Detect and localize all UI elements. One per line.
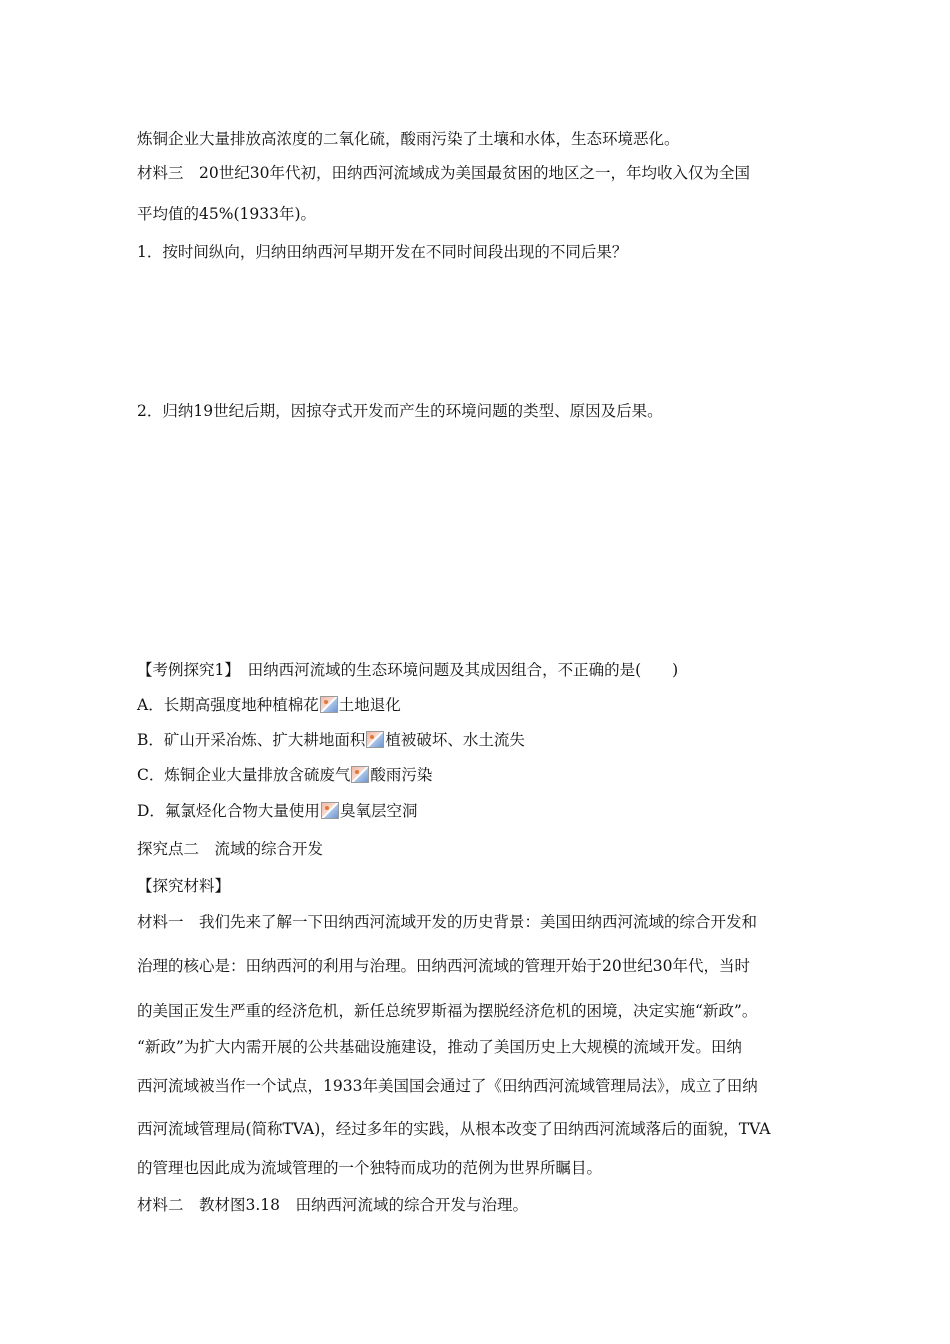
option-a-text: A．长期高强度地种植棉花 bbox=[137, 696, 319, 714]
option-c-text: C．炼铜企业大量排放含硫废气 bbox=[137, 766, 351, 784]
paragraph-line: 西河流域被当作一个试点，1933年美国国会通过了《田纳西河流域管理局法》，成立了田纳 bbox=[137, 1077, 758, 1095]
question-2: 2．归纳19世纪后期，因掠夺式开发而产生的环境问题的类型、原因及后果。 bbox=[137, 402, 663, 420]
option-a-result: 土地退化 bbox=[338, 696, 401, 714]
option-c-result: 酸雨污染 bbox=[370, 766, 433, 784]
option-c bbox=[137, 764, 432, 786]
arrow-image-icon bbox=[320, 696, 338, 713]
option-d-result: 臭氧层空洞 bbox=[339, 802, 418, 820]
paragraph-line: 的管理也因此成为流域管理的一个独特而成功的范例为世界所瞩目。 bbox=[137, 1159, 603, 1177]
option-d bbox=[137, 800, 417, 822]
option-b bbox=[137, 729, 525, 751]
option-a bbox=[137, 694, 401, 716]
paragraph-line: 材料一 我们先来了解一下田纳西河流域开发的历史背景：美国田纳西河流域的综合开发和 bbox=[137, 913, 758, 931]
section-heading: 探究点二 流域的综合开发 bbox=[137, 840, 324, 858]
example-question: 【考例探究1】 田纳西河流域的生态环境问题及其成因组合，不正确的是( ) bbox=[137, 661, 679, 679]
paragraph-line: 材料三 20世纪30年代初，田纳西河流域成为美国最贫困的地区之一，年均收入仅为全国 bbox=[137, 164, 750, 182]
option-b-result: 植被破坏、水土流失 bbox=[385, 731, 525, 749]
paragraph-line: 的美国正发生严重的经济危机，新任总统罗斯福为摆脱经济危机的困境，决定实施“新政”。 bbox=[137, 1002, 758, 1020]
arrow-image-icon bbox=[321, 802, 339, 819]
section-subheading: 【探究材料】 bbox=[137, 877, 231, 895]
paragraph-line: 平均值的45%(1933年)。 bbox=[137, 205, 316, 223]
paragraph-line: 炼铜企业大量排放高浓度的二氧化硫，酸雨污染了土壤和水体，生态环境恶化。 bbox=[137, 130, 680, 148]
question-1: 1．按时间纵向，归纳田纳西河早期开发在不同时间段出现的不同后果？ bbox=[137, 243, 628, 261]
arrow-image-icon bbox=[351, 766, 369, 783]
option-b-text: B．矿山开采冶炼、扩大耕地面积 bbox=[137, 731, 366, 749]
option-d-text: D．氟氯烃化合物大量使用 bbox=[137, 802, 320, 820]
paragraph-line: “新政”为扩大内需开展的公共基础设施建设，推动了美国历史上大规模的流域开发。田纳 bbox=[137, 1038, 742, 1056]
paragraph-line: 西河流域管理局(简称TVA)，经过多年的实践，从根本改变了田纳西河流域落后的面貌，TVA bbox=[137, 1120, 771, 1138]
paragraph-line: 材料二 教材图3.18 田纳西河流域的综合开发与治理。 bbox=[137, 1196, 529, 1214]
arrow-image-icon bbox=[366, 731, 384, 748]
paragraph-line: 治理的核心是：田纳西河的利用与治理。田纳西河流域的管理开始于20世纪30年代，当时 bbox=[137, 957, 750, 975]
